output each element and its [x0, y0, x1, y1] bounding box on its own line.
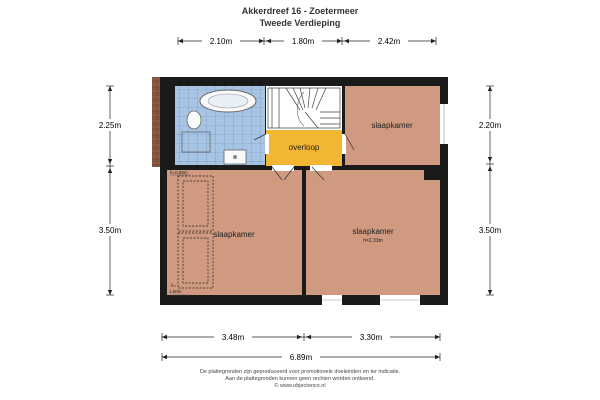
height-left-bottom-a: h= — [171, 283, 177, 288]
dim-total: 6.89m — [289, 353, 313, 362]
dimension-left — [106, 86, 114, 295]
disclaimer-line-1: De plattegronden zijn geproduceerd voor promotionele doeleinden en ter indicatie. — [199, 369, 401, 375]
dim-top-2: 1.80m — [291, 37, 315, 46]
dim-right-1: 2.20m — [478, 121, 502, 130]
copyright: © www.objectenco.nl — [274, 383, 326, 389]
dim-left-1: 2.25m — [98, 121, 122, 130]
dim-bottom-2: 3.30m — [359, 333, 383, 342]
toilet-icon — [187, 111, 201, 129]
plan-subtitle: Tweede Verdieping — [259, 18, 341, 28]
dim-top-1: 2.10m — [209, 37, 233, 46]
label-landing: overloop — [288, 143, 320, 152]
dimension-right — [486, 86, 494, 295]
dim-left-2: 3.50m — [98, 226, 122, 235]
dim-top-3: 2.42m — [377, 37, 401, 46]
height-left-top: h=0.65m — [170, 170, 188, 175]
disclaimer-line-2: Aan de plattegronden kunnen geen rechten worden ontleend. — [225, 376, 375, 382]
height-bedroom-right: h=2.33m — [363, 238, 383, 244]
label-bedroom-left: slaapkamer — [213, 230, 255, 239]
wall-pillar — [424, 168, 440, 180]
label-bedroom-top-right: slaapkamer — [371, 121, 413, 130]
height-left-bottom-b: 1.50m — [169, 289, 182, 294]
dim-bottom-1: 3.48m — [221, 333, 245, 342]
staircase — [266, 86, 342, 130]
label-bedroom-right: slaapkamer — [352, 227, 394, 236]
plan-title: Akkerdreef 16 - Zoetermeer — [241, 6, 359, 16]
dim-right-2: 3.50m — [478, 226, 502, 235]
